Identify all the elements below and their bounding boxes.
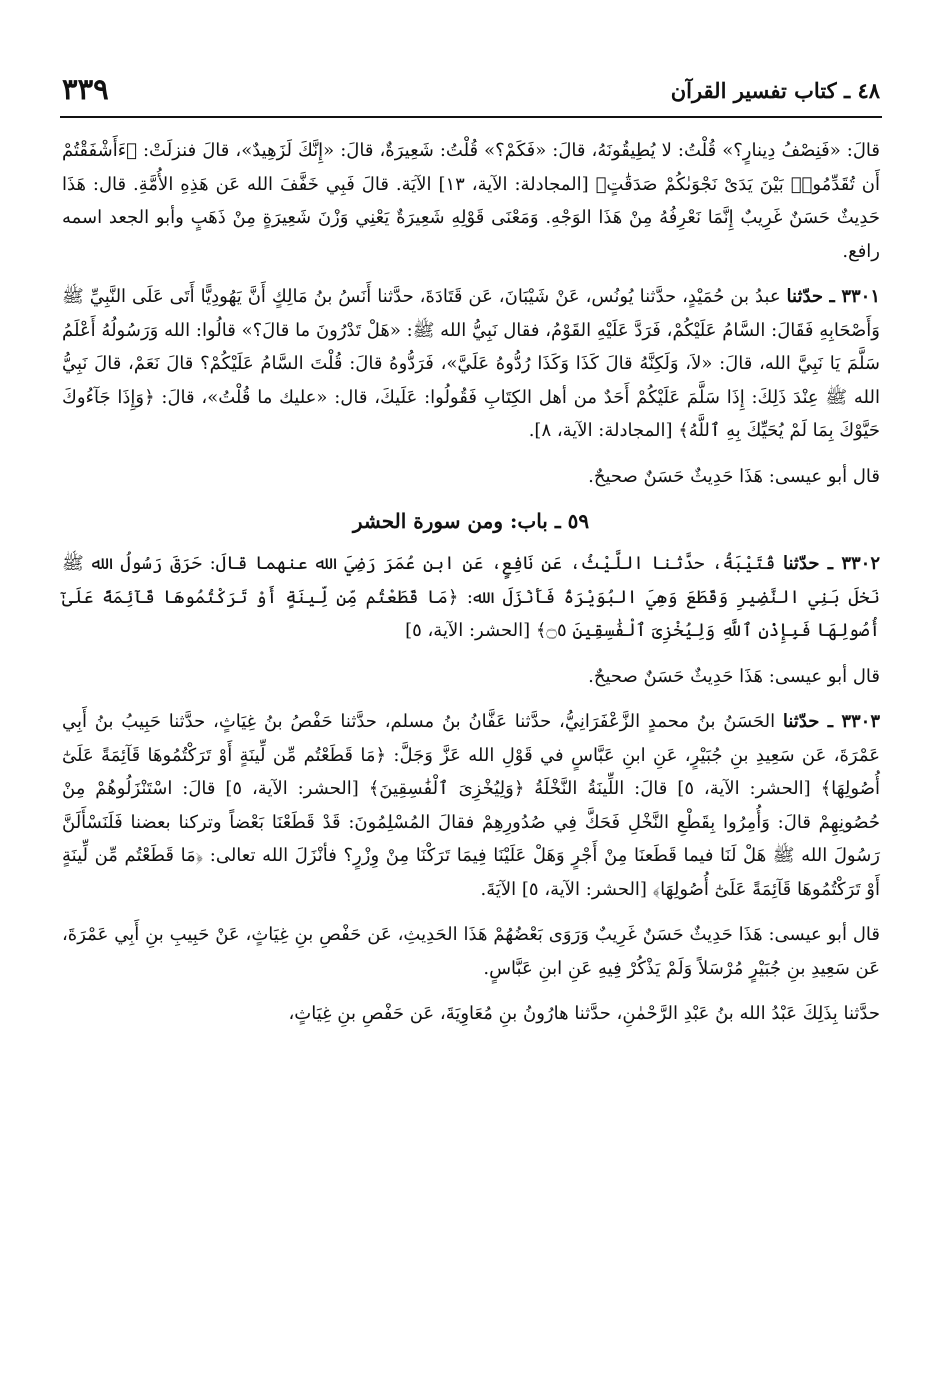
hadith-text: عبدُ بن حُمَيْدٍ، حدَّثنا يُونُس، عَنْ شَيْبَانَ، عَن قَتَادَةَ، حدَّثنا أَنَسُ بنُ مَالِكٍ أَنَّ يَهُودِيًّا أَتَى عَلَى النَّبِيِّ ﷺ وَأَصْحَابِهِ فَقَالَ: السَّامُ عَلَيْكُمْ، فَرَدَّ عَلَيْهِ القَوْمُ، فقال نَبِيُّ الله ﷺ: «هَلْ تَدْرُونَ ما قالَ؟» قالُوا: الله وَرَسُولُهُ أَعْلَمُ سَلَّمَ يَا نَبِيَّ الله، قالَ: «لاَ، وَلَكِنَّهُ قالَ كَذَا وَكَذَا رُدُّوهُ عَلَيَّ»، فَرَدُّوهُ قالَ: قُلْتَ السَّامُ عَلَيْكُمْ؟ قالَ نَعَمْ، قالَ نَبِيُّ الله ﷺ عِنْدَ ذَلِكَ: إِذَا سَلَّمَ عَلَيْكُمْ أَحَدٌ من أهل الكِتَابِ فَقُولُوا: عَلَيكَ، قال: «عليك ما قُلْتُ»، قالَ: ﴿وَإِذَا جَآءُوكَ حَيَّوْكَ بِمَا لَمْ يُحَيِّكَ بِهِ ٱللَّهُ﴾ [المجادلة: الآية، ٨]. <box>62 286 880 441</box>
grading-note <box>62 460 880 494</box>
grading-text: قال أبو عيسى: هَذَا حَدِيثٌ حَسَنٌ غَرِيبٌ وَرَوَى بَعْضُهُمْ هَذَا الحَدِيثِ، عَن حَفْصِ بنِ غِيَاثٍ، عَنْ حَبِيبِ بنِ أَبِي عَمْرَةَ، عَن سَعِيدِ بنِ جُبَيْرٍ مُرْسَلاً وَلَمْ يَذْكُرْ فِيهِ عَنِ ابنِ عَبَّاسٍ. <box>62 924 880 979</box>
isnad-continuation <box>62 997 880 1031</box>
page-header <box>62 64 880 110</box>
paragraph-continuation <box>62 134 880 268</box>
paragraph-text: قالَ: «فَنِصْفُ دِينارٍ؟» قُلْتُ: لا يُطِيقُونَهُ، قالَ: «فَكَمْ؟» قُلْتُ: شَعِيرَةٌ، قالَ: «إِنَّكَ لَزَهِيدٌ»، قالَ فنزلَتْ: ﴿ءَأَشْفَقْتُمْ أَن تُقَدِّمُوا۟ بَيْنَ يَدَىْ نَجْوَىٰكُمْ صَدَقَٰتٍ﴾ [المجادلة: الآية، ١٣] الآيَة. قالَ فَبِي خَفَّفَ الله عَن هَذِهِ الأُمَّةِ. قال: هَذَا حَدِيثٌ حَسَنٌ غَرِيبٌ إِنَّمَا نَعْرِفُهُ مِنْ هَذَا الوَجْهِ. وَمَعْنَى قَوْلِهِ شَعِيرَةٌ يَعْنِي وَزْنَ شَعِيرَةٍ مِنْ ذَهَبٍ وأبو الجعد اسمه رافع. <box>62 140 880 262</box>
grading-text: قال أبو عيسى: هَذَا حَدِيثٌ حَسَنٌ صحيحٌ. <box>588 665 880 687</box>
hadith-text: الحَسَنُ بنُ محمدٍ الزَّعْفَرَانِيُّ، حدَّثنا عَفَّانُ بنُ مسلم، حدَّثنا حَفْصُ بنُ غِيَاثٍ، حدَّثنا حَبِيبُ بنُ أَبِي عَمْرَةَ، عَن سَعِيدِ بنِ جُبَيْرٍ، عَنِ ابنِ عَبَّاسٍ في قَوْلِ الله عَزَّ وَجَلَّ: ﴿مَا قَطَعْتُم مِّن لِّينَةٍ أَوْ تَرَكْتُمُوهَا قَآئِمَةً عَلَىٰٓ أُصُولِهَا﴾ [الحشر: الآية، ٥] قالَ: اللِّينَةُ النَّخْلَةُ ﴿وَلِيُخْزِىَ ٱلْفَٰسِقِينَ﴾ [الحشر: الآية، ٥] قالَ: اسْتَنْزَلُوهُمْ مِنْ حُصُونِهِمْ قالَ: وَأُمِرُوا بِقَطْعِ النَّخْلِ فَحَكَّ فِي صُدُورِهِمْ فقالَ المُسْلِمُونَ: قَدْ قَطَعْنَا بَعْضاً وتركنا بعضنا فَلَنَسْأَلَنَّ رَسُولَ الله ﷺ هَلْ لَنَا فيما قَطَعنَا مِنْ أَجْرٍ وَهَلْ عَلَيْنَا فِيمَا تَرَكْنَا مِنْ وِزْرٍ؟ فأنْزَلَ الله تعالى: ﴿مَا قَطَعْتُم مِّن لِّينَةٍ أَوْ تَرَكْتُمُوهَا قَآئِمَةً عَلَىٰٓ أُصُولِهَا﴾ [الحشر: الآية، ٥] الآيَةَ. <box>62 711 880 900</box>
isnad-text: حدَّثنا بِذَلِكَ عَبْدُ الله بنُ عَبْدِ الرَّحْمٰنِ، حدَّثنا هارُونُ بنِ مُعَاوِيَةَ، عَن حَفْصِ بنِ غِيَاثٍ، <box>288 1003 880 1024</box>
page-body <box>62 134 880 1043</box>
hadith-3301 <box>62 280 880 448</box>
hadith-3303 <box>62 705 880 906</box>
hadith-number: ٣٣٠٣ ـ حدّثنا <box>782 711 880 732</box>
hadith-number: ٣٣٠١ ـ حدّثنا <box>786 286 880 307</box>
grading-text: قال أبو عيسى: هَذَا حَدِيثٌ حَسَنٌ صحيحٌ. <box>588 465 880 487</box>
book-title: ٤٨ ـ كتاب تفسير القرآن <box>670 78 880 103</box>
page-number: ٣٣٩ <box>62 72 109 106</box>
hadith-text: قُتَيْبَةُ، حدَّثنا اللَّيْثُ، عَن نَافِعٍ، عَنِ ابنِ عُمَرَ رَضِيَ الله عنهما قالَ: حَرَقَ رَسُولُ الله ﷺ نَخلَ بَنِي النَّضِيرِ وَقَطَعَ وَهِيَ البُوَيْرَةُ فَأَنْزَلَ الله: ﴿مَا قَطَعْتُم مِّن لِّينَةٍ أَوْ تَرَكْتُمُوهَا قَآئِمَةً عَلَىٰٓ أُصُولِهَا فَبِإِذْنِ ٱللَّهِ وَلِيُخْزِىَ ٱلْفَٰسِقِينَ ۝٥﴾ [الحشر: الآية، ٥] <box>62 553 880 641</box>
hadith-3302 <box>62 547 880 648</box>
grading-note <box>62 660 880 694</box>
grading-note <box>62 918 880 985</box>
header-rule <box>60 116 882 118</box>
hadith-number: ٣٣٠٢ ـ حدّثنا <box>783 553 880 574</box>
chapter-heading: ٥٩ ـ باب: ومن سورة الحشر <box>352 509 590 533</box>
